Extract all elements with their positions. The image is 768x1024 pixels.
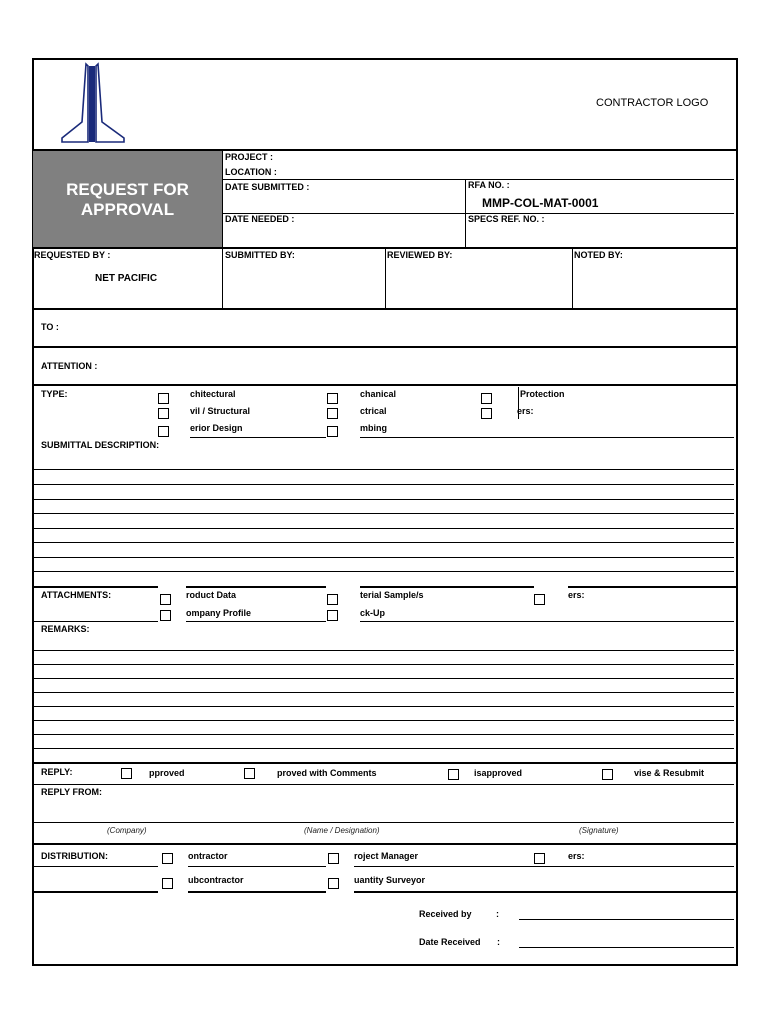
type-option-fire-protection: Protection <box>520 389 565 399</box>
received-by-line[interactable] <box>519 919 734 920</box>
divider <box>32 843 736 845</box>
divider <box>32 346 736 348</box>
date-needed-label: DATE NEEDED : <box>225 214 295 224</box>
description-line <box>33 528 734 529</box>
divider <box>360 586 534 588</box>
remarks-line <box>33 748 734 749</box>
attachment-option-product-data: roduct Data <box>186 590 237 600</box>
divider <box>354 866 734 867</box>
divider <box>188 891 326 893</box>
type-checkbox-fire-protection[interactable] <box>481 393 492 404</box>
divider <box>33 784 734 785</box>
attachment-checkbox-mock-up[interactable] <box>327 610 338 621</box>
page-title <box>33 180 222 220</box>
reply-from-line <box>33 822 734 823</box>
reply-label: REPLY: <box>41 767 73 777</box>
distribution-option-subcontractor: ubcontractor <box>188 875 244 885</box>
date-received-line[interactable] <box>519 947 734 948</box>
received-by-colon: : <box>496 909 499 919</box>
distribution-checkbox-project-manager[interactable] <box>328 853 339 864</box>
reply-checkbox-disapproved[interactable] <box>448 769 459 780</box>
remarks-line <box>33 720 734 721</box>
type-checkbox-interior-design[interactable] <box>158 426 169 437</box>
remarks-line <box>33 734 734 735</box>
type-option-plumbing: mbing <box>360 423 387 433</box>
type-option-architectural: chitectural <box>190 389 236 399</box>
attachment-option-material-sample: terial Sample/s <box>360 590 424 600</box>
distribution-label: DISTRIBUTION: <box>41 851 108 861</box>
distribution-option-others: ers: <box>568 851 585 861</box>
date-received-colon: : <box>497 937 500 947</box>
type-option-mechanical: chanical <box>360 389 397 399</box>
reply-checkbox-approved[interactable] <box>121 768 132 779</box>
description-line <box>33 484 734 485</box>
divider <box>360 621 734 622</box>
attachment-option-mock-up: ck-Up <box>360 608 386 618</box>
description-line <box>33 513 734 514</box>
type-checkbox-plumbing[interactable] <box>327 426 338 437</box>
attachment-option-company-profile: ompany Profile <box>186 608 252 618</box>
divider <box>222 150 223 247</box>
divider <box>32 247 736 249</box>
divider <box>32 308 736 310</box>
title-line-2: APPROVAL <box>80 200 175 219</box>
attention-label: ATTENTION : <box>41 361 98 371</box>
reply-checkbox-revise-resubmit[interactable] <box>602 769 613 780</box>
divider <box>188 866 326 867</box>
submittal-description-label: SUBMITTAL DESCRIPTION: <box>41 440 160 450</box>
tower-logo-icon <box>58 62 128 144</box>
distribution-checkbox-quantity-surveyor[interactable] <box>328 878 339 889</box>
type-option-others: ers: <box>517 406 534 416</box>
divider <box>32 891 158 893</box>
divider <box>32 762 736 764</box>
description-line <box>33 469 734 470</box>
type-option-electrical: ctrical <box>360 406 387 416</box>
divider <box>572 248 573 308</box>
divider <box>222 248 223 308</box>
attachment-option-others: ers: <box>568 590 585 600</box>
distribution-option-quantity-surveyor: uantity Surveyor <box>354 875 426 885</box>
divider <box>186 621 326 622</box>
type-option-civil-structural: vil / Structural <box>190 406 251 416</box>
reply-option-revise-resubmit: vise & Resubmit <box>634 768 705 778</box>
distribution-checkbox-subcontractor[interactable] <box>162 878 173 889</box>
attachment-checkbox-company-profile[interactable] <box>160 610 171 621</box>
type-checkbox-mechanical[interactable] <box>327 393 338 404</box>
reply-option-approved-with-comments: proved with Comments <box>277 768 377 778</box>
date-received-label: Date Received <box>419 937 481 947</box>
requested-by-label: REQUESTED BY : <box>34 250 111 260</box>
to-label: TO : <box>41 322 59 332</box>
rfa-no-label: RFA NO. : <box>468 180 510 190</box>
type-option-interior-design: erior Design <box>190 423 243 433</box>
rfa-no-value: MMP-COL-MAT-0001 <box>482 196 599 210</box>
company-caption: (Company) <box>107 826 147 835</box>
project-label: PROJECT : <box>225 152 274 162</box>
date-submitted-label: DATE SUBMITTED : <box>225 182 310 192</box>
location-label: LOCATION : <box>225 167 277 177</box>
type-checkbox-civil-structural[interactable] <box>158 408 169 419</box>
divider <box>385 248 386 308</box>
divider <box>568 586 736 588</box>
reviewed-by-label: REVIEWED BY: <box>387 250 453 260</box>
type-checkbox-architectural[interactable] <box>158 393 169 404</box>
attachment-checkbox-material-sample[interactable] <box>327 594 338 605</box>
signature-caption: (Signature) <box>579 826 619 835</box>
remarks-line <box>33 692 734 693</box>
divider <box>465 179 466 247</box>
attachment-checkbox-others[interactable] <box>534 594 545 605</box>
reply-option-approved: pproved <box>149 768 185 778</box>
distribution-checkbox-others[interactable] <box>534 853 545 864</box>
description-line <box>33 571 734 572</box>
remarks-line <box>33 650 734 651</box>
divider <box>32 586 158 588</box>
divider <box>32 621 158 622</box>
distribution-option-contractor: ontractor <box>188 851 228 861</box>
divider <box>32 384 736 386</box>
specs-ref-label: SPECS REF. NO. : <box>468 214 545 224</box>
divider <box>354 891 736 893</box>
contractor-logo-text: CONTRACTOR LOGO <box>596 97 709 109</box>
attachments-label: ATTACHMENTS: <box>41 590 112 600</box>
distribution-checkbox-contractor[interactable] <box>162 853 173 864</box>
divider <box>190 437 326 438</box>
distribution-option-project-manager: roject Manager <box>354 851 419 861</box>
divider <box>33 866 158 867</box>
noted-by-label: NOTED BY: <box>574 250 623 260</box>
type-label: TYPE: <box>41 389 68 399</box>
remarks-label: REMARKS: <box>41 624 90 634</box>
description-line <box>33 499 734 500</box>
description-line <box>33 542 734 543</box>
attachment-checkbox-product-data[interactable] <box>160 594 171 605</box>
remarks-line <box>33 664 734 665</box>
reply-option-disapproved: isapproved <box>474 768 523 778</box>
requested-by-value: NET PACIFIC <box>95 273 158 284</box>
submitted-by-label: SUBMITTED BY: <box>225 250 295 260</box>
divider <box>186 586 326 588</box>
type-checkbox-others[interactable] <box>481 408 492 419</box>
remarks-line <box>33 706 734 707</box>
remarks-line <box>33 678 734 679</box>
divider <box>360 437 734 438</box>
reply-checkbox-approved-with-comments[interactable] <box>244 768 255 779</box>
name-designation-caption: (Name / Designation) <box>304 826 380 835</box>
title-line-1: REQUEST FOR <box>66 180 189 199</box>
description-line <box>33 557 734 558</box>
received-by-label: Received by <box>419 909 472 919</box>
reply-from-label: REPLY FROM: <box>41 787 103 797</box>
type-checkbox-electrical[interactable] <box>327 408 338 419</box>
